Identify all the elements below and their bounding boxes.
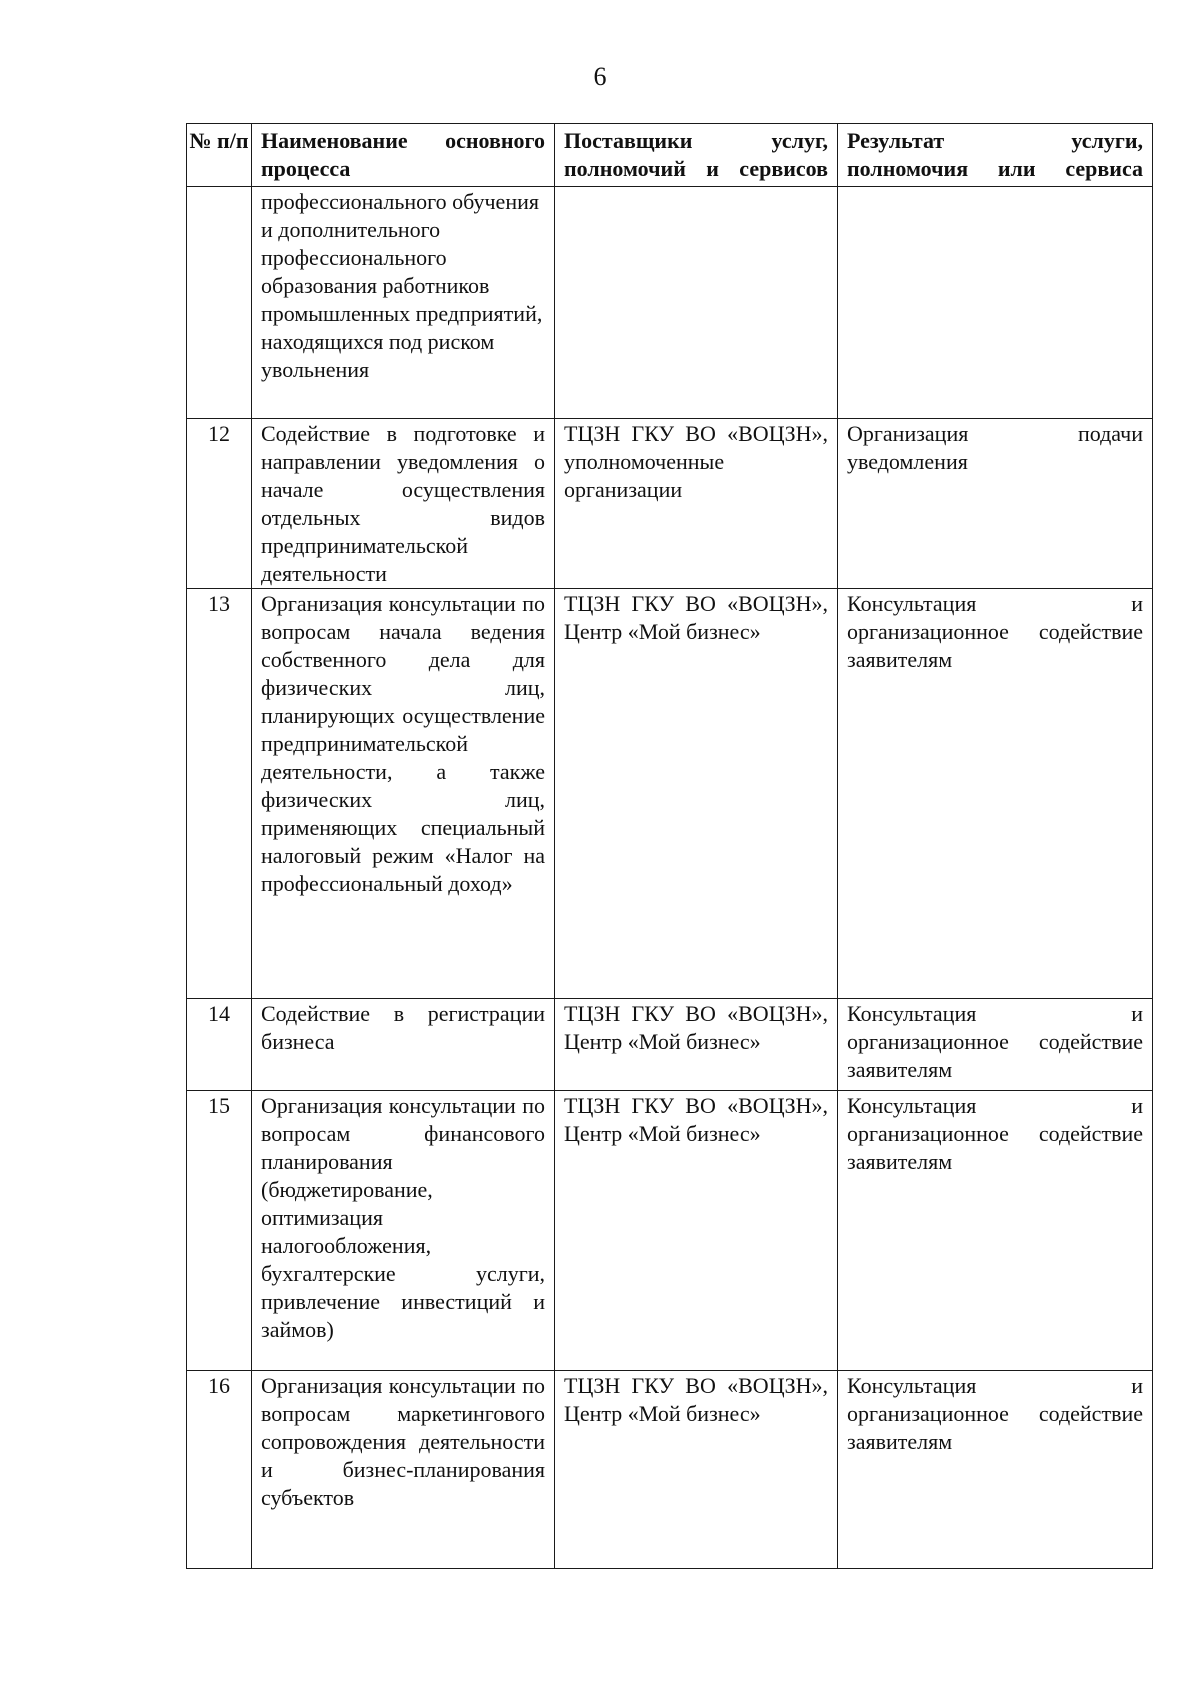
row-number: 13: [187, 589, 252, 999]
row-result: Консультация и организационное содействие заявителям: [838, 999, 1153, 1091]
page-number: 6: [593, 62, 607, 91]
table-row: [187, 187, 1153, 419]
table-row: [187, 1091, 1153, 1371]
row-providers: [555, 187, 838, 419]
row-number: 15: [187, 1091, 252, 1371]
row-result: [838, 187, 1153, 419]
row-number: 12: [187, 419, 252, 589]
row-providers: ТЦЗН ГКУ ВО «ВОЦЗН», Центр «Мой бизнес»: [555, 1091, 838, 1371]
table-row: [187, 589, 1153, 999]
row-process: профессионального обучения и дополнительного профессионального образования работников промышленных предприятий, находящихся под риском увольнения: [252, 187, 555, 419]
table-row: [187, 419, 1153, 589]
row-providers: ТЦЗН ГКУ ВО «ВОЦЗН», Центр «Мой бизнес»: [555, 999, 838, 1091]
row-process: Организация консультации по вопросам финансового планирования (бюджетирование, оптимизация налогообложения, бухгалтерские услуги, привлечение инвестиций и займов): [252, 1091, 555, 1371]
row-number: [187, 187, 252, 419]
row-providers: ТЦЗН ГКУ ВО «ВОЦЗН», уполномоченные организации: [555, 419, 838, 589]
row-number: 14: [187, 999, 252, 1091]
row-process: Содействие в подготовке и направлении уведомления о начале осуществления отдельных видов предпринимательской деятельности: [252, 419, 555, 589]
process-table: [186, 123, 1153, 1569]
header-process: Наименование основного процесса: [252, 124, 555, 187]
row-result: Консультация и организационное содействие заявителям: [838, 1091, 1153, 1371]
row-providers: ТЦЗН ГКУ ВО «ВОЦЗН», Центр «Мой бизнес»: [555, 589, 838, 999]
row-number: 16: [187, 1371, 252, 1569]
table-header-row: [187, 124, 1153, 187]
row-result: Консультация и организационное содействие заявителям: [838, 589, 1153, 999]
row-result: Организация подачи уведомления: [838, 419, 1153, 589]
header-providers: Поставщики услуг, полномочий и сервисов: [555, 124, 838, 187]
row-result: Консультация и организационное содействие заявителям: [838, 1371, 1153, 1569]
table-row: [187, 999, 1153, 1091]
row-providers: ТЦЗН ГКУ ВО «ВОЦЗН», Центр «Мой бизнес»: [555, 1371, 838, 1569]
row-process: Содействие в регистрации бизнеса: [252, 999, 555, 1091]
row-process: Организация консультации по вопросам маркетингового сопровождения деятельности и бизнес-планирования субъектов: [252, 1371, 555, 1569]
table-row: [187, 1371, 1153, 1569]
header-result: Результат услуги, полномочия или сервиса: [838, 124, 1153, 187]
row-process: Организация консультации по вопросам начала ведения собственного дела для физических лиц, планирующих осуществление предпринимательской деятельности, а также физических лиц, применяющих специальный налоговый режим «Налог на профессиональный доход»: [252, 589, 555, 999]
header-number: № п/п: [187, 124, 252, 187]
